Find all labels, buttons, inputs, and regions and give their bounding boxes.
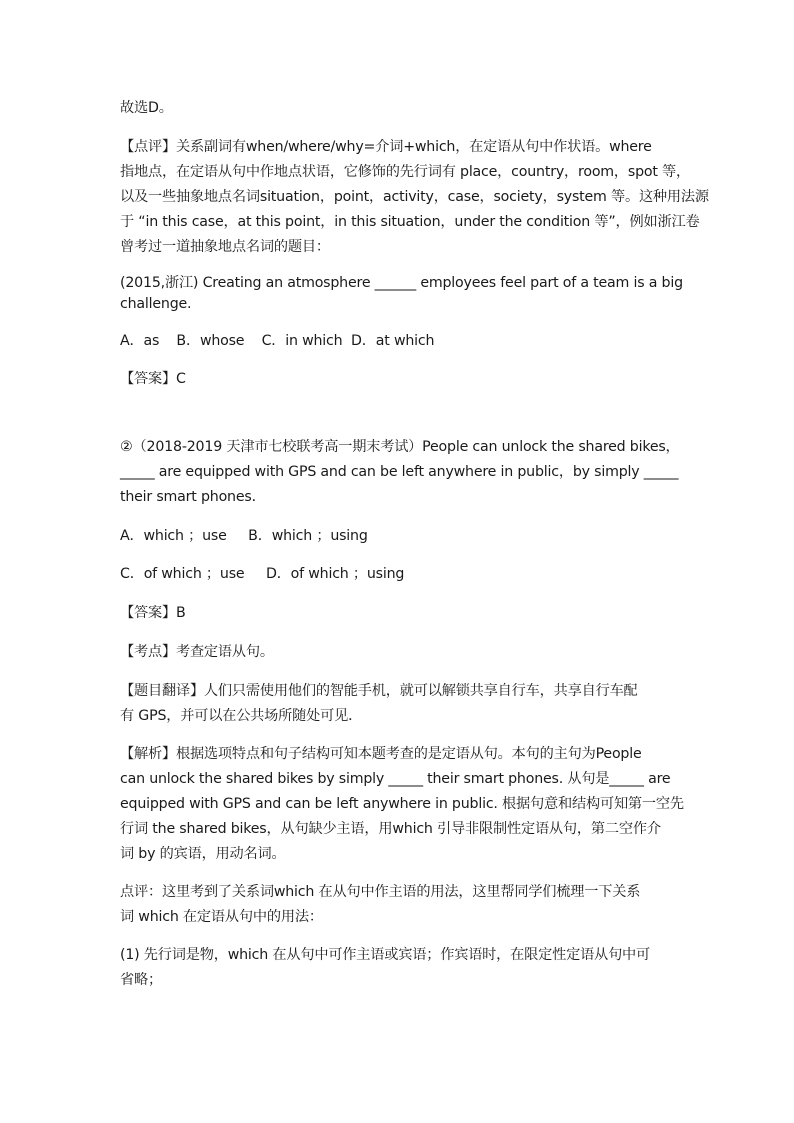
review-line: 词 which 在定语从句中的用法： [120,909,323,925]
comment-line: 曾考过一道抽象地点名词的题目： [120,239,330,255]
usage-point-1 [120,943,680,993]
analysis-line: 行词 the shared bikes，从句缺少主语，用which 引导非限制性定语从句，第二空作介 [120,821,661,837]
review-line: 点评：这里考到了关系词which 在从句中作主语的用法，这里帮同学们梳理一下关系 [120,884,641,900]
usage-line: 省略； [120,972,162,988]
analysis-line: 词 by 的宾语，用动名词。 [120,846,286,862]
usage-line: (1) 先行词是物，which 在从句中可作主语或宾语；作宾语时，在限定性定语从句中可 [120,947,651,963]
conclusion-line: 故选D。 [120,100,173,116]
question-options-row-2: C．of which ；use D．of which ；using [120,566,405,582]
answer-line: 【答案】C [120,371,186,387]
comment-line: 【点评】关系副词有when/where/why=介词+which，在定语从句中作状语。where [120,139,652,155]
question-stem-line: challenge. [120,296,192,312]
comment-paragraph [120,135,709,260]
question-stem-line: _____ are equipped with GPS and can be left anywhere in public，by simply _____ [120,464,679,480]
example-question [120,273,683,315]
question-stem-line: (2015,浙江) Creating an atmosphere ______ employees feel part of a team is a big [120,275,683,291]
question-stem-line: ②（2018-2019 天津市七校联考高一期末考试）People can unlock the shared bikes， [120,439,680,455]
translation-line: 有 GPS，并可以在公共场所随处可见． [120,708,363,724]
analysis-line: can unlock the shared bikes by simply _____ their smart phones. 从句是_____ are [120,771,671,787]
question-options-row-1: A．which ；use B．which ；using [120,528,368,544]
analysis-line: 【解析】根据选项特点和句子结构可知本题考查的是定语从句。本句的主句为People [120,746,642,762]
answer-line: 【答案】B [120,605,186,621]
review-paragraph [120,880,680,930]
comment-line: 于 “in this case，at this point，in this situation，under the condition 等”，例如浙江卷 [120,214,700,230]
translation-line: 【题目翻译】人们只需使用他们的智能手机，就可以解锁共享自行车，共享自行车配 [120,683,638,699]
question-options: A．as B．whose C．in which D．at which [120,333,435,349]
test-point-line: 【考点】考查定语从句。 [120,644,274,660]
comment-line: 以及一些抽象地点名词situation，point，activity，case，society，system 等。这种用法源 [120,189,709,205]
translation-paragraph [120,679,680,729]
document-page [120,96,709,993]
question-stem-line: their smart phones． [120,489,266,505]
analysis-paragraph [120,742,684,867]
comment-line: 指地点，在定语从句中作地点状语，它修饰的先行词有 place，country，room，spot 等， [120,164,691,180]
question-2 [120,435,680,510]
analysis-line: equipped with GPS and can be left anywhere in public. 根据句意和结构可知第一空先 [120,796,684,812]
